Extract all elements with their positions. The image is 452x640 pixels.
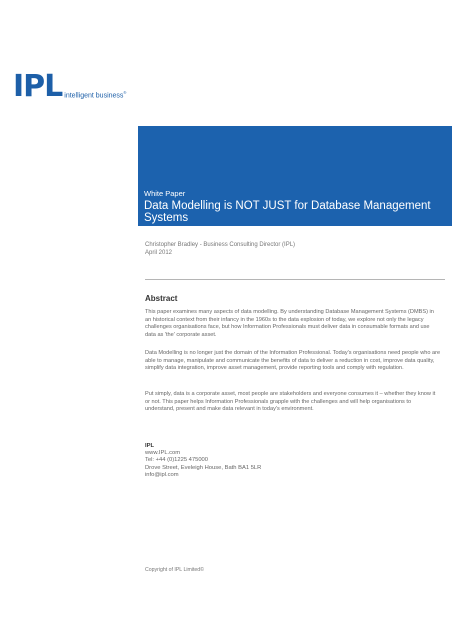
author-line: Christopher Bradley - Business Consulting Director (IPL) [145,242,296,248]
contact-block [145,443,261,479]
trademark-symbol: ® [123,89,127,95]
copyright-notice: Copyright of IPL Limited© [145,567,204,573]
document-title: Data Modelling is NOT JUST for Database Management Systems [144,200,431,224]
document-type: White Paper [144,189,186,198]
ipl-logo [13,69,127,104]
abstract-paragraph-3: Put simply, data is a corporate asset, most people are stakeholders and everyone consumes it – whether they know it or not. This paper helps Information Professionals grapple with the challenges and will help organisations to understand, present and make data relevant in today's environment. [145,391,436,412]
abstract-paragraph-2: Data Modelling is no longer just the domain of the Information Professional. Today's organisations need people who are able to manage, manipulate and communicate the benefits of data to deliver a reduction in cost, improve data quality, simplify data integration, improve asset management, provide reporting tools and comply with regulation. [145,350,441,371]
abstract-heading: Abstract [145,294,178,303]
contact-org: IPL [145,443,155,449]
logo-tagline: intelligent business® [64,89,127,99]
author-block [145,242,295,257]
contact-email[interactable]: info@ipl.com [145,471,179,478]
publication-date: April 2012 [145,249,173,256]
logo-mark: IPL [13,69,63,104]
abstract-section [145,279,445,442]
contact-phone: Tel: +44 (0)1225 475000 [145,457,209,464]
contact-address: Drove Street, Eveleigh House, Bath BA1 5LR [145,464,262,471]
title-banner [138,126,452,226]
abstract-paragraph-1: This paper examines many aspects of data modelling. By understanding Database Management Systems (DMBS) in an historical context from their infancy in the 1960s to the data explosion of today, we explore not only the legacy challenges organisations face, but how Information Professionals must deliver data in consumable formats and use data as 'the' corporate asset. [145,309,434,338]
contact-website[interactable]: www.IPL.com [145,450,181,457]
